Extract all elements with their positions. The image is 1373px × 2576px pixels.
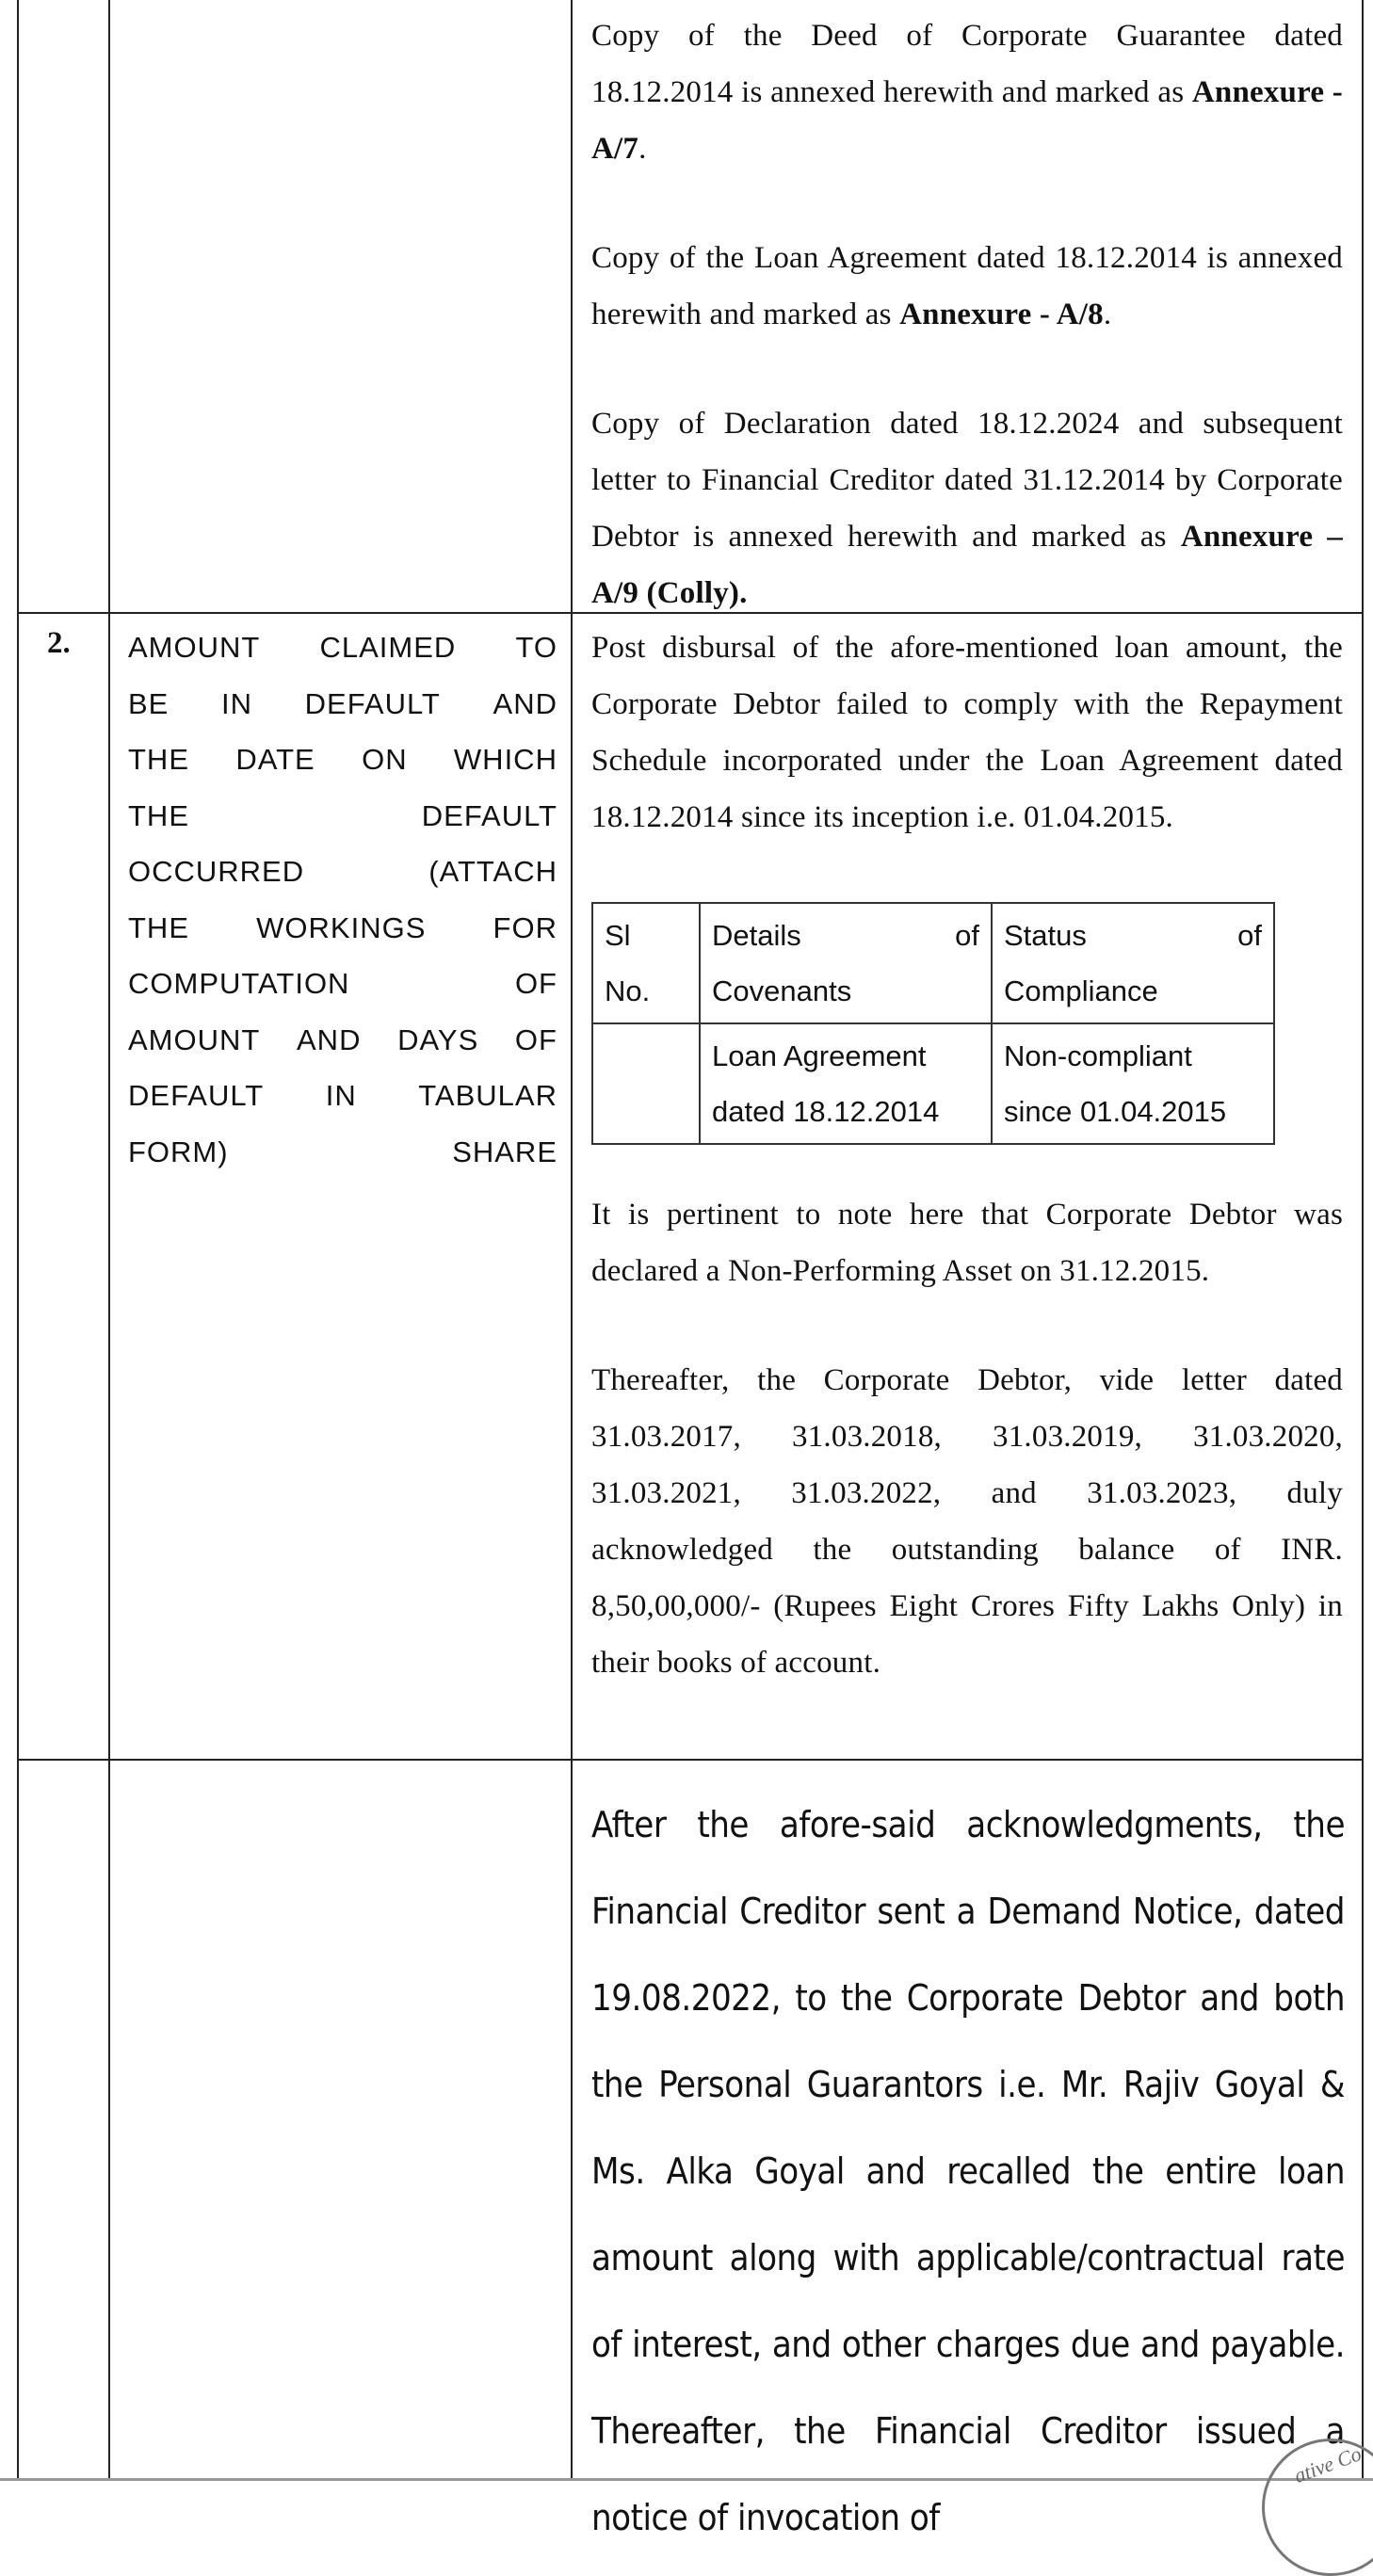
heading-line [128,956,557,1012]
seal-text: ative Co [1290,2441,1365,2487]
default-intro-paragraph: Post disbursal of the afore-mentioned loan amount, the Corporate Debtor failed to comply with the Repayment Schedule incorporated under the Loan Agreement dated 18.12.2014 since its inception i.e. 01.04.2015. [591,631,1343,834]
header-status: Status of Compliance [992,903,1274,1023]
heading-line [128,900,557,957]
heading-word: ON [362,743,408,776]
heading-line [128,1012,557,1069]
heading-word: FOR [493,910,557,944]
particulars-heading [128,620,557,1180]
page-bottom-rule [0,2478,1373,2481]
heading-word: SHARE [452,1135,557,1168]
row1-content [591,8,1343,621]
table-col2-divider [571,0,573,2478]
table-row [592,1023,1274,1144]
heading-line [128,620,557,676]
npa-paragraph: It is pertinent to note here that Corporate Debtor was declared a Non-Performing Asset on 31.12.2015. [591,1198,1343,1288]
row2-bottom-border [17,1759,1364,1761]
serial-number: 2. [47,626,71,660]
annexure-a8-label: Annexure - A/8 [899,298,1104,331]
heading-line [128,1068,557,1124]
heading-line [128,844,557,900]
heading-line [128,788,557,845]
heading-word: WHICH [453,743,557,776]
heading-word: THE [128,910,189,944]
heading-word: DEFAULT [304,686,441,720]
table-col1-divider [108,0,110,2478]
heading-word: CLAIMED [319,631,457,664]
heading-word: DAYS [397,1022,479,1056]
heading-word: AND [297,1022,362,1056]
acknowledgment-paragraph: Thereafter, the Corporate Debtor, vide letter dated 31.03.2017, 31.03.2018, 31.03.2019, 31.03.2020, 31.03.2021, 31.03.2022, and 31.03.2023, duly acknowledged the outstanding balance of INR. 8,50,00,000/- (Rupees Eight Crores Fifty Lakhs Only) in their books of account. [591,1363,1343,1680]
covenant-table-header [592,903,1274,1023]
annexure-a9-label: Annexure – A/9 (Colly). [591,520,1343,610]
heading-line [128,676,557,733]
row2-content-lower [591,1186,1343,1691]
heading-word: TO [515,631,557,664]
table-left-border [17,0,19,2478]
heading-word: WORKINGS [256,910,427,944]
heading-word: DEFAULT [128,1079,265,1112]
annexure-a7-label: Annexure - A/7 [591,75,1343,166]
heading-line [128,732,557,788]
annexure-a8-paragraph: Copy of the Loan Agreement dated 18.12.2014 is annexed herewith and marked as Annexure - A/8. [591,241,1343,331]
heading-word: IN [325,1079,357,1112]
heading-word: (ATTACH [428,855,557,888]
row2-content [591,620,1343,845]
heading-word: FORM) [128,1135,229,1168]
heading-word: AMOUNT [128,631,261,664]
covenant-table [591,902,1275,1145]
heading-word: BE [128,686,170,720]
heading-word: OF [514,967,557,1000]
annexure-a9-paragraph: Copy of Declaration dated 18.12.2024 and subsequent letter to Financial Creditor dated 31.12.2014 by Corporate Debtor is annexed herewith and marked as Annexure – A/9 (Colly). [591,407,1343,610]
heading-word: AND [493,686,557,720]
row-sl-no [592,1023,700,1144]
heading-word: IN [221,686,252,720]
row-status: Non-compliant since 01.04.2015 [992,1023,1274,1144]
heading-word: OF [514,1022,557,1056]
heading-word: THE [128,798,189,832]
demand-notice-paragraph: After the afore-said acknowledgments, the Financial Creditor sent a Demand Notice, dated 19.08.2022, to the Corporate Debtor and both the Personal Guarantors i.e. Mr. Rajiv Goyal & Ms. Alka Goyal and recalled the entire loan amount along with applicable/contractual rate of interest, and other charges due and payable. Thereafter, the Financial Creditor issued a notice of invocation of [591,1804,1345,2538]
heading-word: COMPUTATION [128,967,350,1000]
table-right-border [1362,0,1364,2478]
heading-word: DATE [235,743,315,776]
heading-word: DEFAULT [421,798,557,832]
header-details: Details of Covenants [700,903,992,1023]
annexure-a7-paragraph: Copy of the Deed of Corporate Guarantee dated 18.12.2014 is annexed herewith and marked as Annexure - A/7. [591,19,1343,166]
heading-line [128,1124,557,1181]
header-sl-no: Sl No. [592,903,700,1023]
heading-word: OCCURRED [128,855,305,888]
heading-word: TABULAR [418,1079,557,1112]
row-details: Loan Agreement dated 18.12.2014 [700,1023,992,1144]
heading-word: AMOUNT [128,1022,261,1056]
heading-word: THE [128,743,189,776]
